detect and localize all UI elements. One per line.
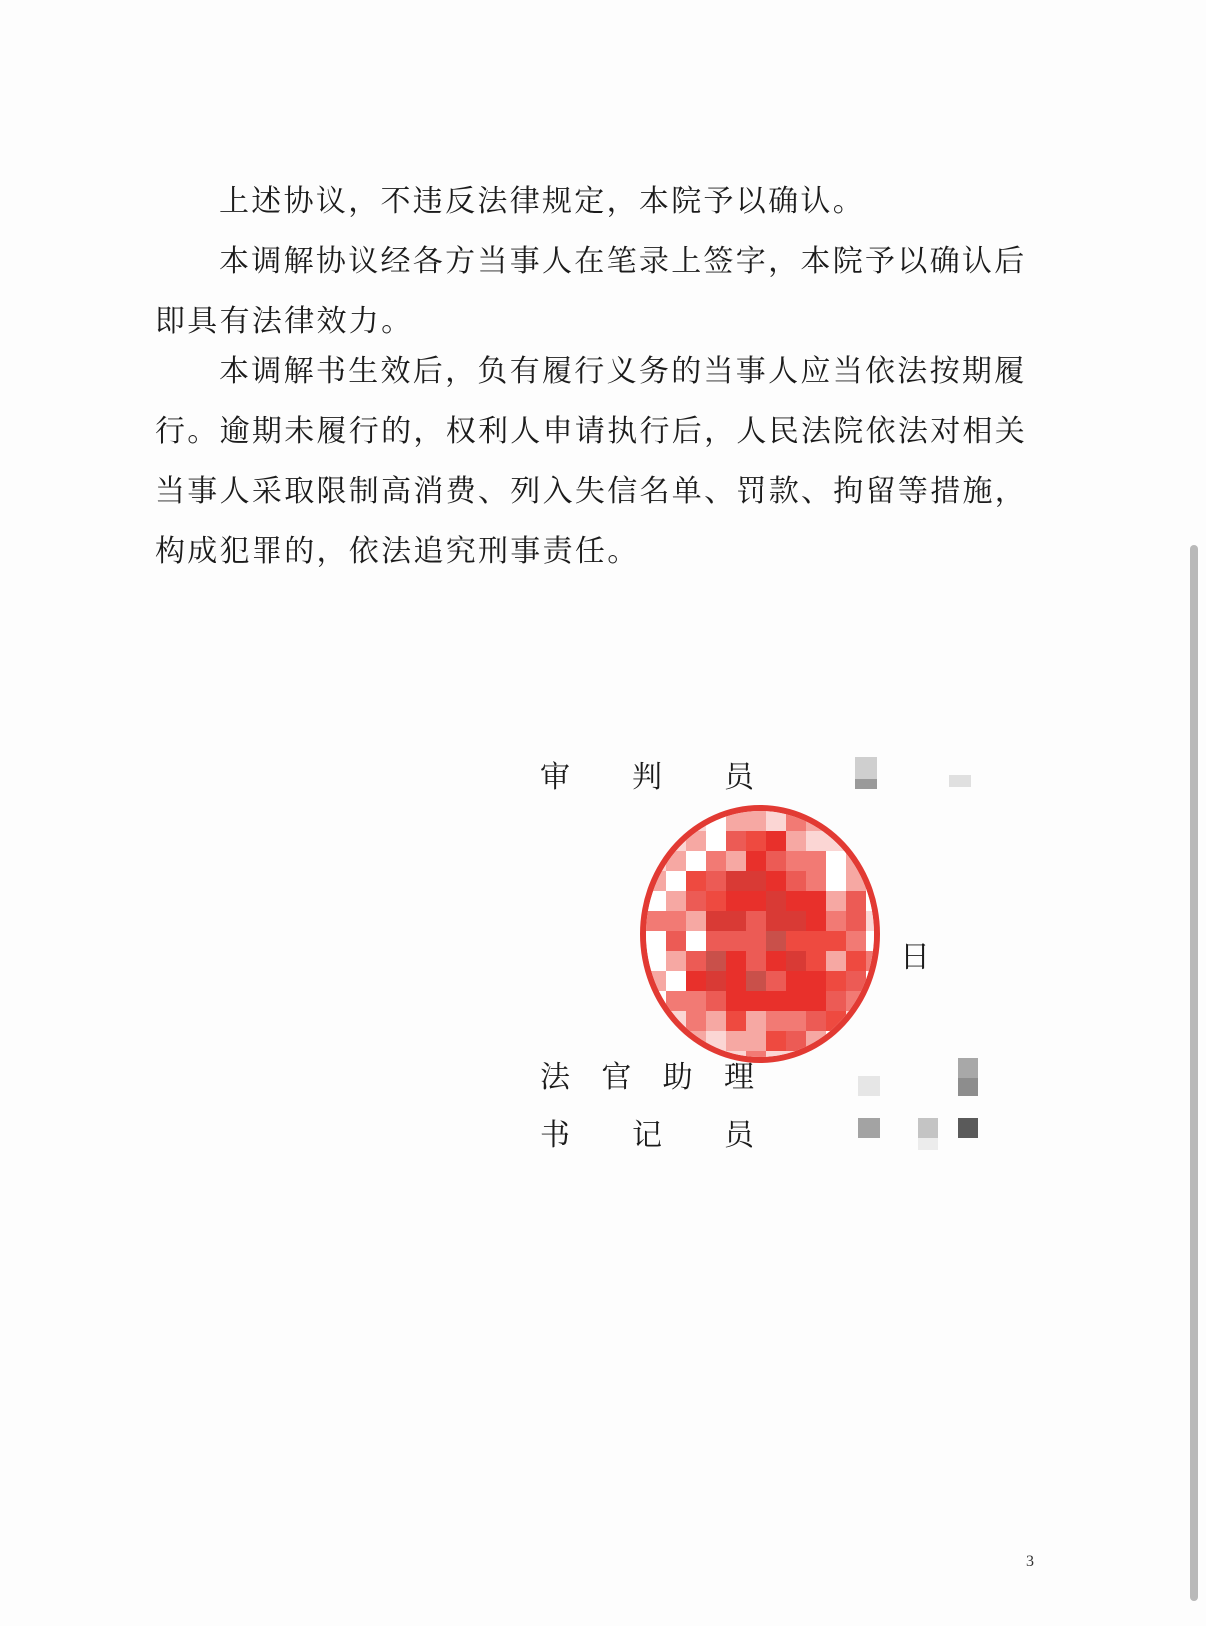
seal-mosaic-cell: [846, 1031, 866, 1051]
seal-mosaic-cell: [826, 911, 846, 931]
seal-mosaic-cell: [766, 1031, 786, 1051]
seal-mosaic-cell: [726, 811, 746, 831]
seal-mosaic-cell: [786, 871, 806, 891]
seal-mosaic-cell: [726, 831, 746, 851]
seal-mosaic-cell: [726, 971, 746, 991]
seal-mosaic-cell: [866, 1031, 880, 1051]
seal-mosaic-cell: [846, 991, 866, 1011]
seal-mosaic-cell: [706, 991, 726, 1011]
seal-mosaic-cell: [846, 871, 866, 891]
seal-mosaic-cell: [766, 1011, 786, 1031]
seal-mosaic-cell: [766, 951, 786, 971]
assistant-label-char-1: 法: [540, 1060, 570, 1095]
seal-mosaic-cell: [846, 891, 866, 911]
judge-label-char-3: 员: [724, 760, 754, 795]
seal-mosaic-cell: [866, 971, 880, 991]
seal-mosaic-cell: [826, 991, 846, 1011]
seal-mosaic-cell: [746, 931, 766, 951]
seal-mosaic-cell: [866, 831, 880, 851]
seal-mosaic-cell: [786, 911, 806, 931]
clerk-label: [540, 1110, 754, 1154]
seal-mosaic-cell: [686, 931, 706, 951]
seal-mosaic-cell: [686, 951, 706, 971]
seal-mosaic-cell: [706, 951, 726, 971]
seal-mosaic-cell: [646, 1011, 666, 1031]
seal-mosaic-cell: [746, 1011, 766, 1031]
clerk-label-char-3: 员: [724, 1118, 754, 1153]
seal-mosaic-cell: [686, 911, 706, 931]
seal-mosaic-cell: [726, 891, 746, 911]
seal-mosaic-cell: [646, 891, 666, 911]
seal-mosaic-cell: [826, 971, 846, 991]
seal-mosaic-cell: [686, 971, 706, 991]
seal-mosaic-cell: [726, 871, 746, 891]
seal-mosaic-cell: [646, 991, 666, 1011]
seal-mosaic-cell: [826, 891, 846, 911]
seal-mosaic-cell: [866, 851, 880, 871]
seal-mosaic-cell: [746, 851, 766, 871]
judge-label-char-2: 判: [632, 760, 662, 795]
seal-mosaic-cell: [666, 891, 686, 911]
seal-mosaic-cell: [746, 831, 766, 851]
seal-mosaic-cell: [666, 831, 686, 851]
seal-mosaic-cell: [786, 1051, 806, 1063]
seal-mosaic-cell: [846, 811, 866, 831]
seal-mosaic-cell: [666, 811, 686, 831]
seal-mosaic-cell: [826, 871, 846, 891]
seal-mosaic-cell: [766, 931, 786, 951]
seal-mosaic-cell: [646, 871, 666, 891]
seal-mosaic-cell: [766, 971, 786, 991]
seal-mosaic-cell: [746, 1031, 766, 1051]
seal-mosaic-cell: [706, 891, 726, 911]
seal-mosaic-cell: [706, 811, 726, 831]
seal-mosaic-cell: [726, 931, 746, 951]
court-seal: [640, 805, 880, 1063]
seal-mosaic-cell: [646, 971, 666, 991]
seal-mosaic-cell: [746, 891, 766, 911]
seal-mosaic-cell: [846, 951, 866, 971]
vertical-scrollbar[interactable]: [1190, 545, 1198, 1601]
seal-mosaic-cell: [666, 911, 686, 931]
seal-mosaic-cell: [826, 851, 846, 871]
judge-label-char-1: 审: [540, 760, 570, 795]
seal-mosaic-cell: [806, 991, 826, 1011]
seal-mosaic-cell: [646, 951, 666, 971]
seal-mosaic-cell: [666, 931, 686, 951]
seal-mosaic-cell: [826, 831, 846, 851]
seal-mosaic-cell: [666, 871, 686, 891]
seal-mosaic-cell: [786, 1031, 806, 1051]
seal-mosaic-cell: [786, 931, 806, 951]
seal-mosaic-cell: [726, 1031, 746, 1051]
seal-mosaic-cell: [706, 851, 726, 871]
seal-mosaic-cell: [686, 1031, 706, 1051]
seal-mosaic-cell: [806, 931, 826, 951]
seal-mosaic-cell: [866, 811, 880, 831]
seal-mosaic-cell: [666, 1011, 686, 1031]
seal-mosaic-cell: [806, 851, 826, 871]
seal-mosaic-cell: [766, 911, 786, 931]
seal-mosaic-cell: [826, 811, 846, 831]
seal-mosaic-cell: [706, 871, 726, 891]
seal-mosaic-cell: [666, 951, 686, 971]
seal-mosaic-cell: [806, 891, 826, 911]
seal-mosaic-cell: [766, 831, 786, 851]
seal-mosaic-cell: [706, 1011, 726, 1031]
clerk-label-char-2: 记: [632, 1118, 662, 1153]
seal-mosaic-cell: [726, 951, 746, 971]
seal-mosaic-cell: [866, 951, 880, 971]
seal-mosaic-cell: [766, 851, 786, 871]
seal-mosaic-cell: [666, 991, 686, 1011]
seal-mosaic-cell: [646, 811, 666, 831]
seal-mosaic-cell: [666, 971, 686, 991]
seal-mosaic-cell: [846, 1051, 866, 1063]
seal-mosaic-cell: [846, 931, 866, 951]
seal-mosaic-cell: [846, 911, 866, 931]
seal-mosaic-cell: [806, 831, 826, 851]
seal-mosaic-cell: [746, 991, 766, 1011]
assistant-label-char-2: 官: [601, 1060, 632, 1095]
seal-mosaic-cell: [846, 851, 866, 871]
paragraph-3: 本调解书生效后，负有履行义务的当事人应当依法按期履行。逾期未履行的，权利人申请执行后，人民法院依法对相关当事人采取限制高消费、列入失信名单、罚款、拘留等措施，构成犯罪的，依法追究刑事责任。: [155, 354, 1028, 569]
seal-mosaic-cell: [846, 1011, 866, 1031]
seal-mosaic-cell: [806, 871, 826, 891]
seal-mosaic-cell: [746, 911, 766, 931]
seal-mosaic-cell: [666, 1031, 686, 1051]
seal-mosaic-cell: [806, 1031, 826, 1051]
seal-mosaic-cell: [646, 931, 666, 951]
seal-mosaic-cell: [766, 891, 786, 911]
seal-mosaic-cell: [786, 951, 806, 971]
seal-mosaic-cell: [806, 811, 826, 831]
seal-mosaic-cell: [826, 951, 846, 971]
seal-mosaic-cell: [766, 991, 786, 1011]
seal-mosaic-cell: [766, 811, 786, 831]
seal-mosaic-cell: [726, 851, 746, 871]
seal-mosaic-cell: [866, 1051, 880, 1063]
seal-mosaic-cell: [786, 811, 806, 831]
seal-mosaic-cell: [686, 991, 706, 1011]
seal-mosaic-cell: [766, 1051, 786, 1063]
seal-mosaic-cell: [706, 1031, 726, 1051]
seal-mosaic-cell: [806, 971, 826, 991]
seal-mosaic-cell: [646, 851, 666, 871]
seal-mosaic-cell: [766, 871, 786, 891]
assistant-label-char-3: 助: [662, 1060, 693, 1095]
seal-mosaic-cell: [846, 971, 866, 991]
seal-mosaic-cell: [646, 1031, 666, 1051]
seal-mosaic-cell: [746, 951, 766, 971]
seal-mosaic-cell: [706, 831, 726, 851]
seal-mosaic-cell: [786, 1011, 806, 1031]
seal-mosaic-cell: [746, 811, 766, 831]
seal-mosaic-cell: [786, 851, 806, 871]
assistant-label-char-4: 理: [723, 1060, 754, 1095]
seal-mosaic-cell: [826, 1011, 846, 1031]
seal-mosaic-cell: [786, 991, 806, 1011]
seal-mosaic-cell: [806, 911, 826, 931]
paragraph-1: 上述协议，不违反法律规定，本院予以确认。: [219, 184, 865, 219]
seal-mosaic-cell: [866, 891, 880, 911]
seal-mosaic-cell: [686, 871, 706, 891]
seal-mosaic-cell: [726, 1011, 746, 1031]
seal-mosaic-cell: [806, 1051, 826, 1063]
seal-mosaic-cell: [646, 831, 666, 851]
seal-mosaic-cell: [866, 931, 880, 951]
seal-mosaic-cell: [866, 911, 880, 931]
seal-mosaic-cell: [786, 971, 806, 991]
seal-mosaic-cell: [686, 851, 706, 871]
seal-mosaic-cell: [746, 971, 766, 991]
seal-mosaic-cell: [786, 831, 806, 851]
seal-mosaic-cell: [866, 991, 880, 1011]
seal-mosaic-cell: [826, 1051, 846, 1063]
seal-mosaic-cell: [826, 931, 846, 951]
seal-mosaic-cell: [686, 811, 706, 831]
seal-mosaic-cell: [686, 891, 706, 911]
judge-label: [540, 752, 754, 796]
seal-mosaic-cell: [706, 931, 726, 951]
seal-mosaic-cell: [866, 871, 880, 891]
seal-mosaic-cell: [706, 911, 726, 931]
seal-mosaic-cell: [726, 911, 746, 931]
seal-mosaic-cell: [846, 831, 866, 851]
paragraph-2: 本调解协议经各方当事人在笔录上签字，本院予以确认后即具有法律效力。: [155, 244, 1027, 339]
seal-mosaic-cell: [666, 851, 686, 871]
date-fragment: 日: [900, 940, 930, 975]
seal-mosaic-cell: [866, 1011, 880, 1031]
seal-mosaic-cell: [806, 1011, 826, 1031]
seal-mosaic-cell: [686, 1011, 706, 1031]
seal-mosaic-cell: [786, 891, 806, 911]
seal-mosaic-cell: [726, 991, 746, 1011]
seal-mosaic-cell: [806, 951, 826, 971]
seal-mosaic-cell: [686, 831, 706, 851]
seal-mosaic-cell: [746, 871, 766, 891]
clerk-label-char-1: 书: [540, 1118, 570, 1153]
seal-mosaic-cell: [646, 911, 666, 931]
seal-mosaic-cell: [706, 971, 726, 991]
seal-mosaic-cell: [826, 1031, 846, 1051]
assistant-label: [540, 1052, 754, 1096]
page-number: 3: [1026, 1553, 1034, 1570]
